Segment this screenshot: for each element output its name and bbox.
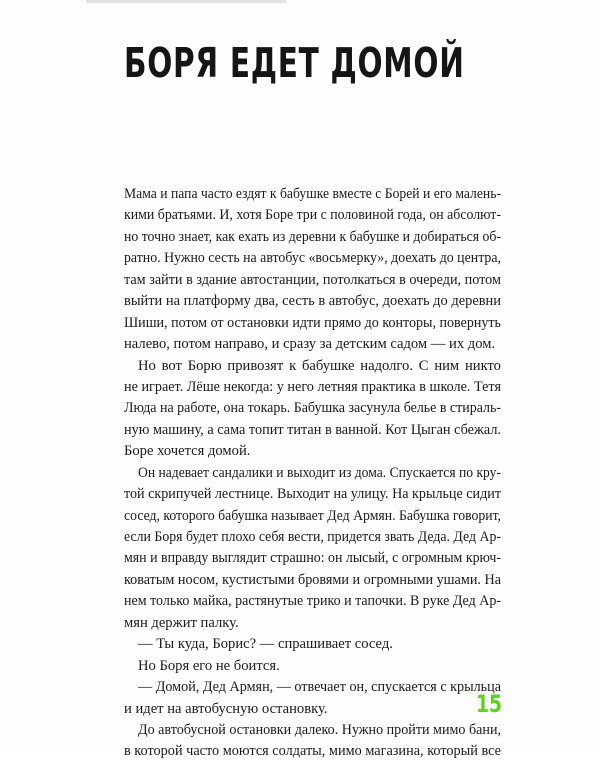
text-line: но точно знает, как ехать из деревни к бабушке и добираться об- (124, 228, 502, 245)
text-line: Люда на работе, она токарь. Бабушка засунула белье в стираль- (124, 400, 502, 417)
text-line: той скрипучей лестнице. Выходит на улицу. На крыльце сидит (124, 486, 501, 503)
text-line: Шиши, потом от остановки идти прямо до конторы, повернуть (124, 314, 501, 331)
text-line: мян и вправду выглядит страшно: он лысый, с огромным крюч- (124, 550, 501, 567)
text-line: нем только майка, растянутые трико и тапочки. В руке Дед Ар- (124, 593, 502, 610)
page-number: 15 (475, 690, 502, 718)
chapter-body-text (124, 184, 501, 763)
text-line: — Ты куда, Борис? — спрашивает сосед. (138, 636, 393, 653)
text-line: и идет на автобусную остановку. (124, 700, 328, 717)
text-line: сосед, которого бабушка называет Дед Армян. Бабушка говорит, (124, 507, 501, 524)
text-line: там зайти в здание автостанции, потолкаться в очереди, потом (124, 271, 502, 288)
chapter-title: БОРЯ ЕДЕТ ДОМОЙ (124, 39, 465, 87)
text-line: если Боря будет плохо себя вести, придется звать Деда. Дед Ар- (124, 529, 501, 545)
text-line: Он надевает сандалики и выходит из дома. Спускается по кру- (138, 464, 501, 481)
text-line: Но вот Борю привозят к бабушке надолго. С ним никто (138, 357, 501, 374)
text-line: выйти на платформу два, сесть в автобус, доехать до деревни (124, 293, 502, 310)
text-line: в которой часто моются солдаты, мимо магазина, который все (124, 743, 501, 760)
page-edge-shadow (86, 0, 286, 3)
text-line: Мама и папа часто ездят к бабушке вместе с Борей и его малень- (124, 186, 502, 202)
text-line: кими братьями. И, хотя Боре три с половиной года, он абсолют- (124, 207, 501, 224)
text-line: — Домой, Дед Армян, — отвечает он, спускается с крыльца (138, 679, 501, 696)
text-line: Боре хочется домой. (124, 443, 251, 460)
text-line: ратно. Нужно сесть на автобус «восьмерку», доехать до центра, (124, 250, 501, 267)
text-line: Но Боря его не боится. (138, 657, 280, 674)
text-line: не играет. Лёше некогда: у него летняя практика в школе. Тетя (124, 378, 501, 395)
text-line: мян держит палку. (124, 614, 239, 631)
text-line: налево, потом направо, и сразу за детским садом — их дом. (124, 336, 496, 353)
text-line: ную машину, а сама топит титан в ванной. Кот Цыган сбежал. (124, 421, 502, 438)
text-line: До автобусной остановки далеко. Нужно пройти мимо бани, (138, 721, 502, 738)
text-line: коватым носом, кустистыми бровями и огромными ушами. На (124, 571, 502, 588)
